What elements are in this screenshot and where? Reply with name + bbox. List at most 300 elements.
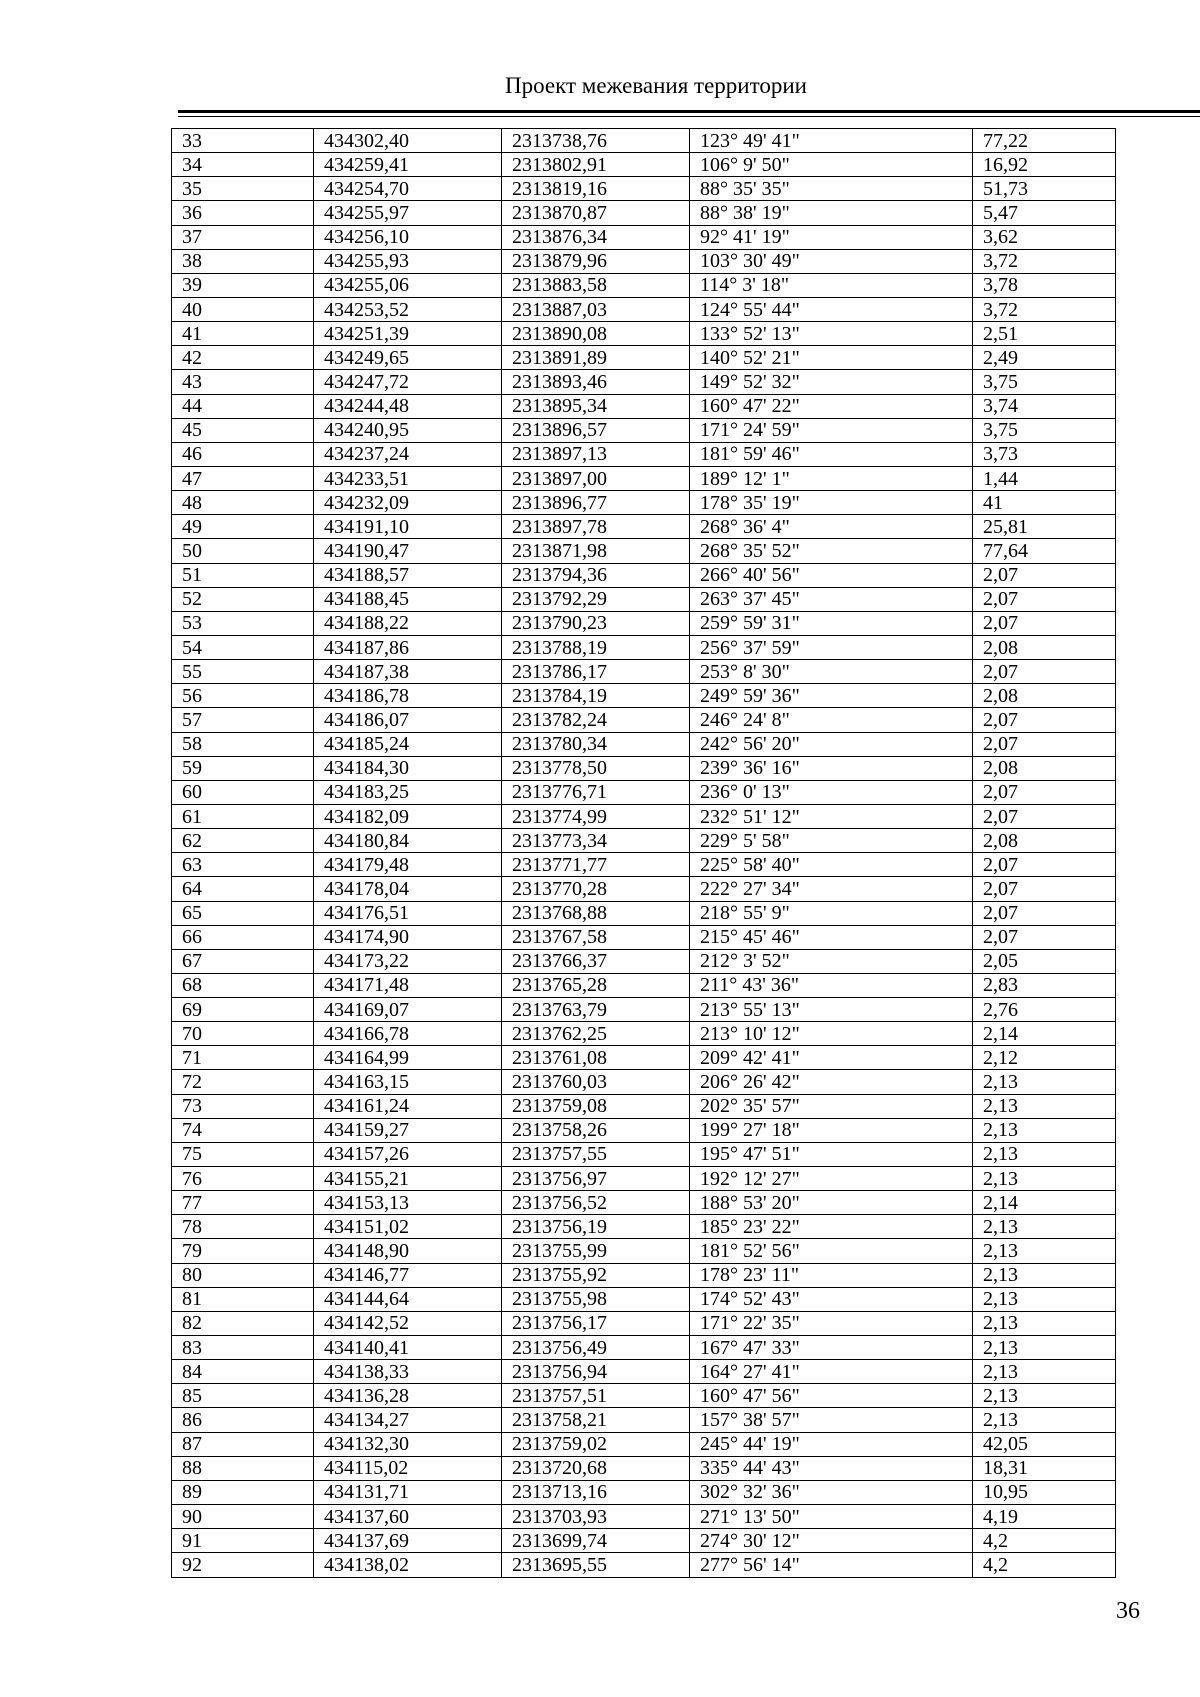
x-coordinate-cell: 434140,41 [314, 1336, 502, 1360]
direction-angle-cell: 178° 35' 19" [690, 491, 973, 515]
y-coordinate-cell: 2313773,34 [502, 829, 690, 853]
length-cell: 2,13 [973, 1142, 1116, 1166]
length-cell: 2,07 [973, 708, 1116, 732]
direction-angle-cell: 335° 44' 43" [690, 1456, 973, 1480]
table-row [172, 1456, 1116, 1480]
y-coordinate-cell: 2313870,87 [502, 201, 690, 225]
y-coordinate-cell: 2313720,68 [502, 1456, 690, 1480]
y-coordinate-cell: 2313790,23 [502, 611, 690, 635]
x-coordinate-cell: 434233,51 [314, 466, 502, 490]
x-coordinate-cell: 434148,90 [314, 1239, 502, 1263]
length-cell: 1,44 [973, 466, 1116, 490]
table-row [172, 684, 1116, 708]
table-row [172, 853, 1116, 877]
point-number-cell: 35 [172, 177, 314, 201]
point-number-cell: 78 [172, 1215, 314, 1239]
direction-angle-cell: 106° 9' 50" [690, 153, 973, 177]
point-number-cell: 59 [172, 756, 314, 780]
point-number-cell: 73 [172, 1094, 314, 1118]
y-coordinate-cell: 2313771,77 [502, 853, 690, 877]
table-row [172, 1287, 1116, 1311]
x-coordinate-cell: 434237,24 [314, 442, 502, 466]
direction-angle-cell: 181° 59' 46" [690, 442, 973, 466]
point-number-cell: 66 [172, 925, 314, 949]
length-cell: 77,22 [973, 129, 1116, 153]
point-number-cell: 44 [172, 394, 314, 418]
y-coordinate-cell: 2313767,58 [502, 925, 690, 949]
y-coordinate-cell: 2313879,96 [502, 249, 690, 273]
table-row [172, 611, 1116, 635]
y-coordinate-cell: 2313788,19 [502, 635, 690, 659]
table-row [172, 756, 1116, 780]
y-coordinate-cell: 2313897,13 [502, 442, 690, 466]
point-number-cell: 45 [172, 418, 314, 442]
point-number-cell: 50 [172, 539, 314, 563]
length-cell: 2,07 [973, 587, 1116, 611]
y-coordinate-cell: 2313761,08 [502, 1046, 690, 1070]
point-number-cell: 36 [172, 201, 314, 225]
direction-angle-cell: 232° 51' 12" [690, 804, 973, 828]
direction-angle-cell: 246° 24' 8" [690, 708, 973, 732]
direction-angle-cell: 266° 40' 56" [690, 563, 973, 587]
table-row [172, 1360, 1116, 1384]
table-row [172, 129, 1116, 153]
direction-angle-cell: 167° 47' 33" [690, 1336, 973, 1360]
point-number-cell: 54 [172, 635, 314, 659]
direction-angle-cell: 253° 8' 30" [690, 660, 973, 684]
x-coordinate-cell: 434180,84 [314, 829, 502, 853]
point-number-cell: 76 [172, 1167, 314, 1191]
table-row [172, 1022, 1116, 1046]
direction-angle-cell: 103° 30' 49" [690, 249, 973, 273]
point-number-cell: 79 [172, 1239, 314, 1263]
length-cell: 3,72 [973, 249, 1116, 273]
length-cell: 2,13 [973, 1287, 1116, 1311]
point-number-cell: 57 [172, 708, 314, 732]
y-coordinate-cell: 2313756,19 [502, 1215, 690, 1239]
table-row [172, 1529, 1116, 1553]
direction-angle-cell: 149° 52' 32" [690, 370, 973, 394]
y-coordinate-cell: 2313756,94 [502, 1360, 690, 1384]
y-coordinate-cell: 2313755,99 [502, 1239, 690, 1263]
y-coordinate-cell: 2313766,37 [502, 949, 690, 973]
direction-angle-cell: 195° 47' 51" [690, 1142, 973, 1166]
x-coordinate-cell: 434186,07 [314, 708, 502, 732]
direction-angle-cell: 160° 47' 22" [690, 394, 973, 418]
table-row [172, 1167, 1116, 1191]
table-row [172, 901, 1116, 925]
y-coordinate-cell: 2313759,08 [502, 1094, 690, 1118]
y-coordinate-cell: 2313760,03 [502, 1070, 690, 1094]
x-coordinate-cell: 434191,10 [314, 515, 502, 539]
x-coordinate-cell: 434255,93 [314, 249, 502, 273]
point-number-cell: 70 [172, 1022, 314, 1046]
x-coordinate-cell: 434134,27 [314, 1408, 502, 1432]
y-coordinate-cell: 2313759,02 [502, 1432, 690, 1456]
table-row [172, 973, 1116, 997]
length-cell: 2,13 [973, 1311, 1116, 1335]
length-cell: 2,14 [973, 1022, 1116, 1046]
direction-angle-cell: 185° 23' 22" [690, 1215, 973, 1239]
x-coordinate-cell: 434187,38 [314, 660, 502, 684]
table-row [172, 1553, 1116, 1578]
y-coordinate-cell: 2313784,19 [502, 684, 690, 708]
y-coordinate-cell: 2313819,16 [502, 177, 690, 201]
y-coordinate-cell: 2313755,92 [502, 1263, 690, 1287]
y-coordinate-cell: 2313876,34 [502, 225, 690, 249]
table-row [172, 273, 1116, 297]
point-number-cell: 82 [172, 1311, 314, 1335]
x-coordinate-cell: 434253,52 [314, 297, 502, 321]
table-row [172, 708, 1116, 732]
length-cell: 2,08 [973, 635, 1116, 659]
x-coordinate-cell: 434174,90 [314, 925, 502, 949]
x-coordinate-cell: 434255,97 [314, 201, 502, 225]
table-row [172, 1505, 1116, 1529]
direction-angle-cell: 256° 37' 59" [690, 635, 973, 659]
x-coordinate-cell: 434166,78 [314, 1022, 502, 1046]
length-cell: 4,2 [973, 1553, 1116, 1578]
y-coordinate-cell: 2313768,88 [502, 901, 690, 925]
x-coordinate-cell: 434232,09 [314, 491, 502, 515]
direction-angle-cell: 274° 30' 12" [690, 1529, 973, 1553]
table-row [172, 949, 1116, 973]
table-row [172, 1239, 1116, 1263]
direction-angle-cell: 92° 41' 19" [690, 225, 973, 249]
x-coordinate-cell: 434188,57 [314, 563, 502, 587]
table-row [172, 466, 1116, 490]
direction-angle-cell: 218° 55' 9" [690, 901, 973, 925]
point-number-cell: 89 [172, 1480, 314, 1504]
point-number-cell: 91 [172, 1529, 314, 1553]
y-coordinate-cell: 2313765,28 [502, 973, 690, 997]
header-rule-thick [178, 110, 1200, 113]
point-number-cell: 80 [172, 1263, 314, 1287]
point-number-cell: 72 [172, 1070, 314, 1094]
table-row [172, 660, 1116, 684]
point-number-cell: 71 [172, 1046, 314, 1070]
x-coordinate-cell: 434183,25 [314, 780, 502, 804]
y-coordinate-cell: 2313762,25 [502, 1022, 690, 1046]
y-coordinate-cell: 2313893,46 [502, 370, 690, 394]
direction-angle-cell: 88° 35' 35" [690, 177, 973, 201]
table-row [172, 177, 1116, 201]
x-coordinate-cell: 434136,28 [314, 1384, 502, 1408]
y-coordinate-cell: 2313756,97 [502, 1167, 690, 1191]
x-coordinate-cell: 434157,26 [314, 1142, 502, 1166]
y-coordinate-cell: 2313890,08 [502, 322, 690, 346]
table-row [172, 1191, 1116, 1215]
length-cell: 2,83 [973, 973, 1116, 997]
table-row [172, 635, 1116, 659]
x-coordinate-cell: 434256,10 [314, 225, 502, 249]
point-number-cell: 85 [172, 1384, 314, 1408]
length-cell: 51,73 [973, 177, 1116, 201]
direction-angle-cell: 213° 55' 13" [690, 998, 973, 1022]
table-row [172, 394, 1116, 418]
x-coordinate-cell: 434244,48 [314, 394, 502, 418]
point-number-cell: 56 [172, 684, 314, 708]
point-number-cell: 87 [172, 1432, 314, 1456]
table-row [172, 418, 1116, 442]
point-number-cell: 84 [172, 1360, 314, 1384]
direction-angle-cell: 268° 36' 4" [690, 515, 973, 539]
point-number-cell: 67 [172, 949, 314, 973]
y-coordinate-cell: 2313699,74 [502, 1529, 690, 1553]
x-coordinate-cell: 434179,48 [314, 853, 502, 877]
point-number-cell: 58 [172, 732, 314, 756]
direction-angle-cell: 239° 36' 16" [690, 756, 973, 780]
length-cell: 2,13 [973, 1167, 1116, 1191]
y-coordinate-cell: 2313897,78 [502, 515, 690, 539]
point-number-cell: 83 [172, 1336, 314, 1360]
y-coordinate-cell: 2313776,71 [502, 780, 690, 804]
table-row [172, 1118, 1116, 1142]
y-coordinate-cell: 2313871,98 [502, 539, 690, 563]
direction-angle-cell: 236° 0' 13" [690, 780, 973, 804]
direction-angle-cell: 277° 56' 14" [690, 1553, 973, 1578]
direction-angle-cell: 206° 26' 42" [690, 1070, 973, 1094]
point-number-cell: 90 [172, 1505, 314, 1529]
direction-angle-cell: 123° 49' 41" [690, 129, 973, 153]
point-number-cell: 75 [172, 1142, 314, 1166]
y-coordinate-cell: 2313756,49 [502, 1336, 690, 1360]
length-cell: 2,07 [973, 732, 1116, 756]
direction-angle-cell: 171° 24' 59" [690, 418, 973, 442]
x-coordinate-cell: 434188,45 [314, 587, 502, 611]
x-coordinate-cell: 434171,48 [314, 973, 502, 997]
length-cell: 2,12 [973, 1046, 1116, 1070]
x-coordinate-cell: 434190,47 [314, 539, 502, 563]
length-cell: 2,07 [973, 877, 1116, 901]
point-number-cell: 43 [172, 370, 314, 394]
direction-angle-cell: 222° 27' 34" [690, 877, 973, 901]
x-coordinate-cell: 434247,72 [314, 370, 502, 394]
point-number-cell: 38 [172, 249, 314, 273]
x-coordinate-cell: 434153,13 [314, 1191, 502, 1215]
y-coordinate-cell: 2313695,55 [502, 1553, 690, 1578]
y-coordinate-cell: 2313896,57 [502, 418, 690, 442]
length-cell: 3,74 [973, 394, 1116, 418]
y-coordinate-cell: 2313763,79 [502, 998, 690, 1022]
direction-angle-cell: 271° 13' 50" [690, 1505, 973, 1529]
x-coordinate-cell: 434131,71 [314, 1480, 502, 1504]
point-number-cell: 69 [172, 998, 314, 1022]
direction-angle-cell: 302° 32' 36" [690, 1480, 973, 1504]
table-row [172, 829, 1116, 853]
length-cell: 2,07 [973, 660, 1116, 684]
x-coordinate-cell: 434132,30 [314, 1432, 502, 1456]
point-number-cell: 41 [172, 322, 314, 346]
table-row [172, 1336, 1116, 1360]
y-coordinate-cell: 2313713,16 [502, 1480, 690, 1504]
x-coordinate-cell: 434151,02 [314, 1215, 502, 1239]
direction-angle-cell: 268° 35' 52" [690, 539, 973, 563]
x-coordinate-cell: 434144,64 [314, 1287, 502, 1311]
length-cell: 2,07 [973, 611, 1116, 635]
length-cell: 2,14 [973, 1191, 1116, 1215]
table-row [172, 201, 1116, 225]
point-number-cell: 37 [172, 225, 314, 249]
length-cell: 2,07 [973, 925, 1116, 949]
y-coordinate-cell: 2313802,91 [502, 153, 690, 177]
direction-angle-cell: 178° 23' 11" [690, 1263, 973, 1287]
length-cell: 2,13 [973, 1239, 1116, 1263]
table-row [172, 322, 1116, 346]
length-cell: 25,81 [973, 515, 1116, 539]
table-row [172, 1384, 1116, 1408]
length-cell: 4,2 [973, 1529, 1116, 1553]
y-coordinate-cell: 2313887,03 [502, 297, 690, 321]
table-row [172, 1215, 1116, 1239]
x-coordinate-cell: 434163,15 [314, 1070, 502, 1094]
length-cell: 2,13 [973, 1215, 1116, 1239]
x-coordinate-cell: 434184,30 [314, 756, 502, 780]
x-coordinate-cell: 434169,07 [314, 998, 502, 1022]
table-row [172, 780, 1116, 804]
y-coordinate-cell: 2313794,36 [502, 563, 690, 587]
length-cell: 2,13 [973, 1408, 1116, 1432]
direction-angle-cell: 212° 3' 52" [690, 949, 973, 973]
direction-angle-cell: 229° 5' 58" [690, 829, 973, 853]
table-row [172, 998, 1116, 1022]
length-cell: 3,75 [973, 418, 1116, 442]
point-number-cell: 46 [172, 442, 314, 466]
x-coordinate-cell: 434178,04 [314, 877, 502, 901]
length-cell: 2,08 [973, 756, 1116, 780]
direction-angle-cell: 181° 52' 56" [690, 1239, 973, 1263]
x-coordinate-cell: 434142,52 [314, 1311, 502, 1335]
x-coordinate-cell: 434164,99 [314, 1046, 502, 1070]
point-number-cell: 47 [172, 466, 314, 490]
direction-angle-cell: 140° 52' 21" [690, 346, 973, 370]
direction-angle-cell: 259° 59' 31" [690, 611, 973, 635]
direction-angle-cell: 211° 43' 36" [690, 973, 973, 997]
x-coordinate-cell: 434155,21 [314, 1167, 502, 1191]
length-cell: 5,47 [973, 201, 1116, 225]
direction-angle-cell: 160° 47' 56" [690, 1384, 973, 1408]
point-number-cell: 64 [172, 877, 314, 901]
point-number-cell: 40 [172, 297, 314, 321]
point-number-cell: 55 [172, 660, 314, 684]
direction-angle-cell: 88° 38' 19" [690, 201, 973, 225]
point-number-cell: 60 [172, 780, 314, 804]
length-cell: 2,07 [973, 901, 1116, 925]
direction-angle-cell: 171° 22' 35" [690, 1311, 973, 1335]
x-coordinate-cell: 434187,86 [314, 635, 502, 659]
length-cell: 2,13 [973, 1384, 1116, 1408]
table-row [172, 877, 1116, 901]
y-coordinate-cell: 2313883,58 [502, 273, 690, 297]
length-cell: 10,95 [973, 1480, 1116, 1504]
point-number-cell: 42 [172, 346, 314, 370]
length-cell: 42,05 [973, 1432, 1116, 1456]
x-coordinate-cell: 434138,33 [314, 1360, 502, 1384]
point-number-cell: 92 [172, 1553, 314, 1578]
length-cell: 3,72 [973, 297, 1116, 321]
direction-angle-cell: 188° 53' 20" [690, 1191, 973, 1215]
length-cell: 2,13 [973, 1263, 1116, 1287]
x-coordinate-cell: 434249,65 [314, 346, 502, 370]
y-coordinate-cell: 2313896,77 [502, 491, 690, 515]
table-row [172, 539, 1116, 563]
y-coordinate-cell: 2313782,24 [502, 708, 690, 732]
x-coordinate-cell: 434146,77 [314, 1263, 502, 1287]
table-row [172, 1070, 1116, 1094]
coordinates-table-body [172, 129, 1116, 1578]
point-number-cell: 86 [172, 1408, 314, 1432]
y-coordinate-cell: 2313757,55 [502, 1142, 690, 1166]
table-row [172, 1046, 1116, 1070]
x-coordinate-cell: 434185,24 [314, 732, 502, 756]
length-cell: 2,13 [973, 1070, 1116, 1094]
length-cell: 3,78 [973, 273, 1116, 297]
point-number-cell: 77 [172, 1191, 314, 1215]
direction-angle-cell: 124° 55' 44" [690, 297, 973, 321]
direction-angle-cell: 263° 37' 45" [690, 587, 973, 611]
table-row [172, 346, 1116, 370]
y-coordinate-cell: 2313756,52 [502, 1191, 690, 1215]
y-coordinate-cell: 2313792,29 [502, 587, 690, 611]
table-row [172, 1432, 1116, 1456]
x-coordinate-cell: 434173,22 [314, 949, 502, 973]
table-row [172, 587, 1116, 611]
y-coordinate-cell: 2313780,34 [502, 732, 690, 756]
y-coordinate-cell: 2313774,99 [502, 804, 690, 828]
x-coordinate-cell: 434137,60 [314, 1505, 502, 1529]
point-number-cell: 48 [172, 491, 314, 515]
y-coordinate-cell: 2313758,26 [502, 1118, 690, 1142]
direction-angle-cell: 174° 52' 43" [690, 1287, 973, 1311]
y-coordinate-cell: 2313891,89 [502, 346, 690, 370]
table-row [172, 1408, 1116, 1432]
length-cell: 2,13 [973, 1336, 1116, 1360]
page-title: Проект межевания территории [505, 73, 807, 98]
header-rule-thin [178, 116, 1200, 117]
length-cell: 41 [973, 491, 1116, 515]
x-coordinate-cell: 434255,06 [314, 273, 502, 297]
table-row [172, 1311, 1116, 1335]
length-cell: 2,08 [973, 684, 1116, 708]
point-number-cell: 65 [172, 901, 314, 925]
length-cell: 2,13 [973, 1094, 1116, 1118]
point-number-cell: 34 [172, 153, 314, 177]
direction-angle-cell: 192° 12' 27" [690, 1167, 973, 1191]
direction-angle-cell: 189° 12' 1" [690, 466, 973, 490]
table-row [172, 225, 1116, 249]
x-coordinate-cell: 434176,51 [314, 901, 502, 925]
length-cell: 3,75 [973, 370, 1116, 394]
direction-angle-cell: 215° 45' 46" [690, 925, 973, 949]
direction-angle-cell: 164° 27' 41" [690, 1360, 973, 1384]
x-coordinate-cell: 434188,22 [314, 611, 502, 635]
point-number-cell: 81 [172, 1287, 314, 1311]
point-number-cell: 74 [172, 1118, 314, 1142]
length-cell: 2,05 [973, 949, 1116, 973]
point-number-cell: 88 [172, 1456, 314, 1480]
table-row [172, 1480, 1116, 1504]
table-row [172, 491, 1116, 515]
point-number-cell: 61 [172, 804, 314, 828]
table-row [172, 515, 1116, 539]
x-coordinate-cell: 434159,27 [314, 1118, 502, 1142]
coordinates-table [171, 128, 1116, 1578]
direction-angle-cell: 225° 58' 40" [690, 853, 973, 877]
point-number-cell: 39 [172, 273, 314, 297]
point-number-cell: 62 [172, 829, 314, 853]
length-cell: 77,64 [973, 539, 1116, 563]
length-cell: 2,08 [973, 829, 1116, 853]
